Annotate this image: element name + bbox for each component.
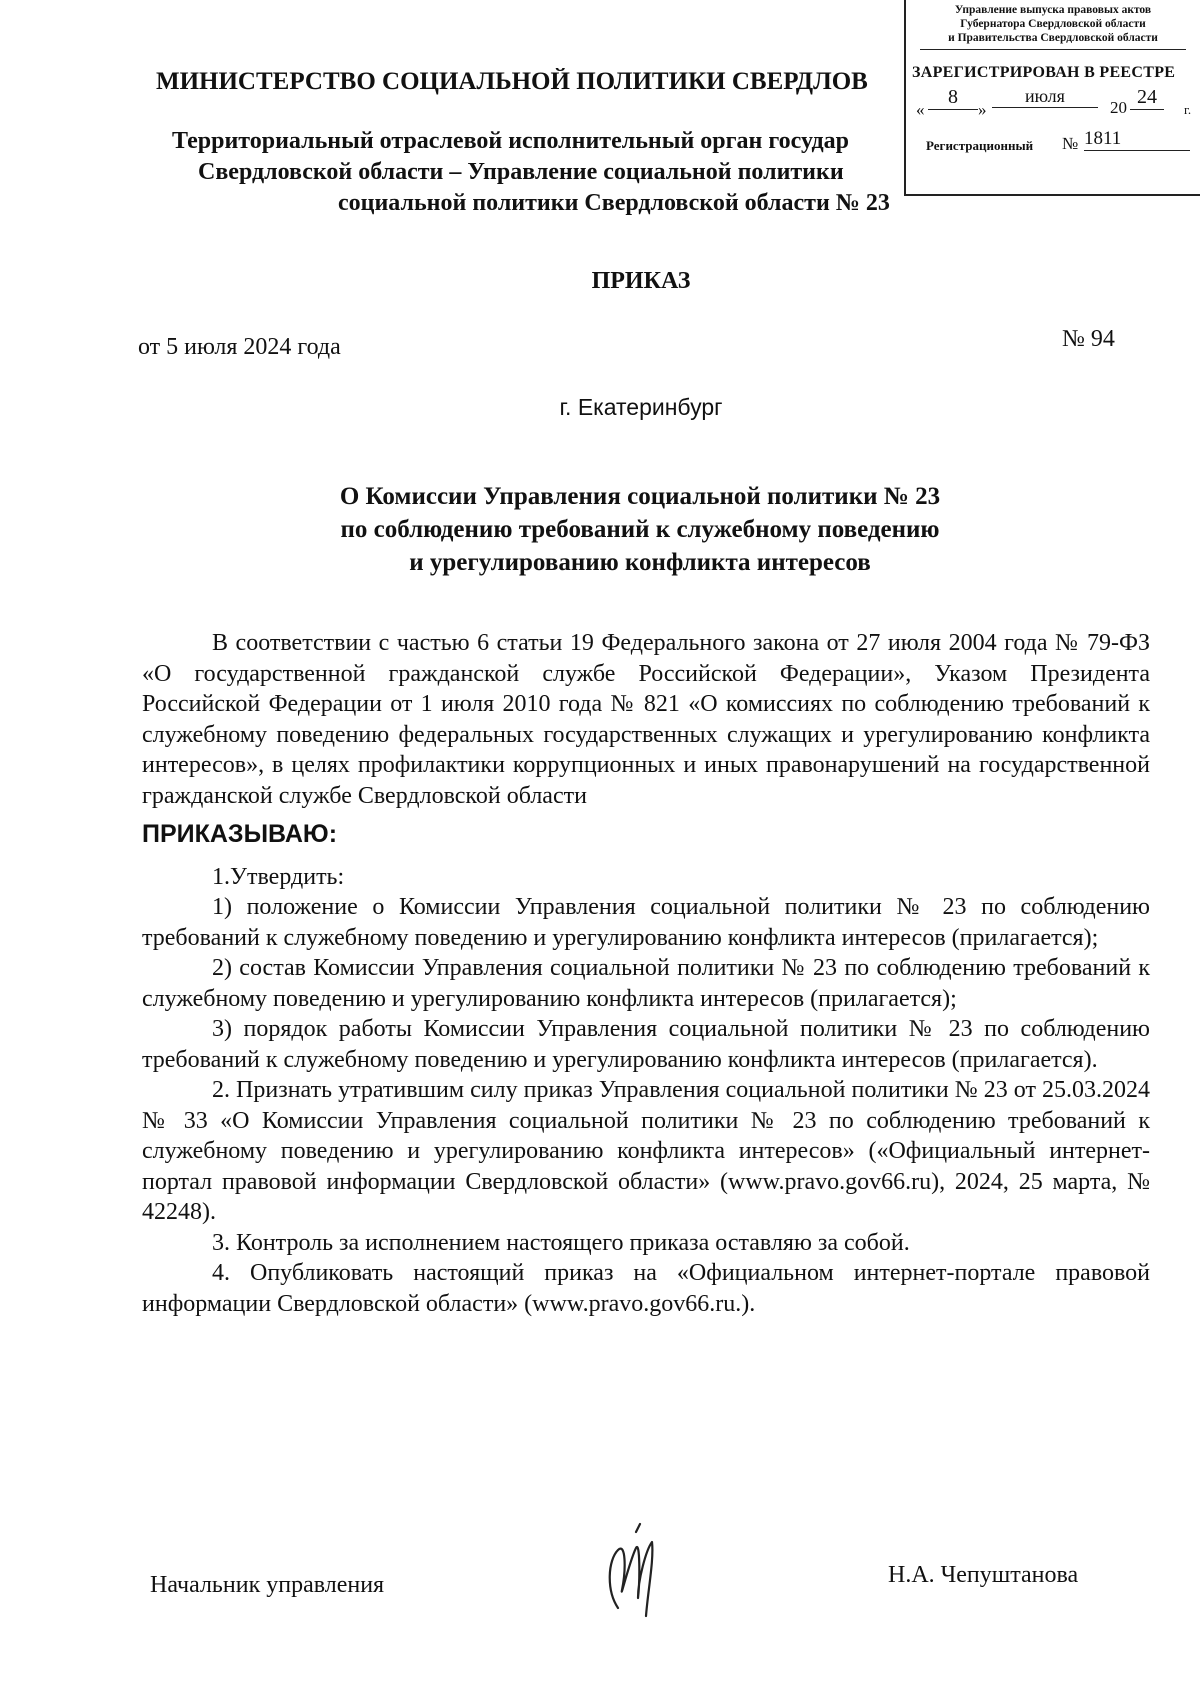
document-type: ПРИКАЗ (591, 268, 691, 294)
territorial-body-line: Свердловской области – Управление социальной политики (198, 159, 844, 185)
stamp-organization (920, 3, 1186, 50)
document-subject (140, 480, 1140, 579)
order-item: 2. Признать утратившим силу приказ Управления социальной политики № 23 от 25.03.2024 № 33 «О Комиссии Управления социальной политики № 23 по соблюдению требований к служебному поведению и урегулированию конфликта интересов» («Официальный интернет-портал правовой информации Свердловской области» (www.pravo.gov66.ru), 2024, 25 марта, № 42248). (142, 1077, 1150, 1225)
order-item: 4. Опубликовать настоящий приказ на «Официальном интернет-портале правовой информации Свердловской области» (www.pravo.gov66.ru.). (142, 1260, 1150, 1317)
stamp-year-g: г. (1184, 102, 1192, 117)
stamp-year-suffix: 24 (1130, 86, 1164, 110)
document-number: № 94 (1062, 326, 1115, 352)
order-subitem: 3) порядок работы Комиссии Управления социальной политики № 23 по соблюдению требований к служебному поведению и урегулированию конфликта интересов (прилагается). (142, 1016, 1150, 1073)
stamp-month: июля (992, 86, 1098, 108)
preamble-paragraph: В соответствии с частью 6 статьи 19 Федерального закона от 27 июля 2004 года № 79-ФЗ «О государственной гражданской службе Российской Федерации», Указом Президента Российской Федерации от 1 июля 2010 года № 821 «О комиссиях по соблюдению требований к служебному поведению федеральных государственных служащих и урегулированию конфликта интересов», в целях профилактики коррупционных и иных правонарушений на государственной гражданской службе Свердловской области (142, 630, 1150, 809)
registration-stamp (904, 0, 1200, 196)
decree-heading: ПРИКАЗЫВАЮ: (142, 820, 338, 848)
order-item: 3. Контроль за исполнением настоящего приказа оставляю за собой. (212, 1229, 910, 1256)
stamp-org-line: Губернатора Свердловской области (960, 18, 1146, 30)
stamp-org-line: Управление выпуска правовых актов (954, 4, 1152, 16)
order-item: 1.Утвердить: (212, 863, 345, 890)
stamp-date-row (906, 86, 1200, 126)
order-subitem: 1) положение о Комиссии Управления социальной политики № 23 по соблюдению требований к служебному поведению и урегулированию конфликта интересов (прилагается); (142, 894, 1150, 951)
territorial-body-line: социальной политики Свердловской области № 23 (338, 190, 890, 216)
subject-line: и урегулированию конфликта интересов (409, 549, 871, 576)
stamp-org-line: и Правительства Свердловской области (948, 32, 1158, 44)
stamp-quote-close: » (978, 100, 987, 119)
stamp-year-prefix: 20 (1110, 98, 1127, 117)
signatory-name: Н.А. Чепуштанова (888, 1562, 1079, 1588)
stamp-reg-label: Регистрационный (926, 138, 1034, 153)
territorial-body-line: Территориальный отраслевой исполнительный орган государ (172, 128, 849, 154)
stamp-day: 8 (928, 86, 978, 110)
stamp-quote-open: « (916, 100, 925, 119)
subject-line: по соблюдению требований к служебному поведению (340, 516, 940, 543)
order-subitem: 2) состав Комиссии Управления социальной политики № 23 по соблюдению требований к служебному поведению и урегулированию конфликта интересов (прилагается); (142, 955, 1150, 1012)
document-date: от 5 июля 2024 года (138, 334, 341, 360)
handwritten-signature (596, 1520, 666, 1620)
stamp-num-sign: № (1062, 134, 1079, 153)
stamp-number-row (906, 128, 1200, 158)
document-city: г. Екатеринбург (559, 394, 723, 420)
stamp-reg-number: 1811 (1084, 128, 1190, 151)
signatory-position: Начальник управления (150, 1572, 385, 1598)
stamp-registered-label: ЗАРЕГИСТРИРОВАН В РЕЕСТРЕ (912, 64, 1176, 81)
subject-line: О Комиссии Управления социальной политики № 23 (339, 483, 941, 510)
document-body (142, 628, 1150, 1319)
ministry-name: МИНИСТЕРСТВО СОЦИАЛЬНОЙ ПОЛИТИКИ СВЕРДЛОВ (156, 68, 868, 95)
